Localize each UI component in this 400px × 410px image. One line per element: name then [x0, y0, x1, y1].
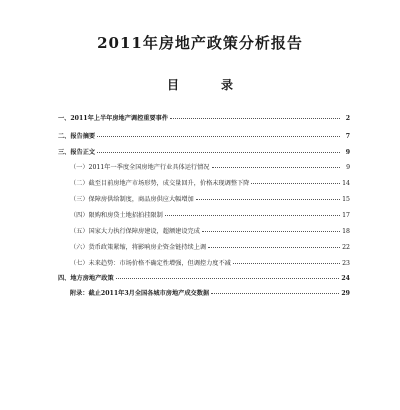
toc-entry[interactable]: [70, 212, 350, 220]
toc-entry-label: （四）限购和房贷土地招拍挂限制: [70, 212, 163, 219]
leader-dots: [116, 278, 340, 279]
toc-entry[interactable]: [70, 290, 350, 298]
toc-entry-label: （五）国家大力执行保障房建设，超额建设完成: [70, 228, 200, 235]
leader-dots: [97, 136, 340, 137]
toc-entry[interactable]: [58, 275, 350, 283]
toc-entry[interactable]: [58, 115, 350, 123]
toc-entry-page: 2: [345, 115, 350, 122]
toc-entry-page: 15: [342, 196, 350, 203]
leader-dots: [251, 183, 340, 184]
toc-entry-label: （二）截至目前房地产市场形势，成交量回升，价格未现调整下降: [70, 180, 250, 187]
leader-dots: [212, 167, 341, 168]
leader-dots: [165, 215, 340, 216]
toc-entry-label: （六）货币政策紧缩，将影响房企资金链持续上调: [70, 244, 207, 251]
toc-entry-label: 一、2011年上半年房地产调控重要事件: [58, 115, 169, 122]
toc-entry-page: 24: [341, 275, 350, 282]
toc-entry[interactable]: [70, 196, 350, 204]
toc-entry-page: 14: [342, 180, 350, 187]
toc-entry-page: 7: [345, 133, 350, 140]
toc-entry-page: 23: [342, 260, 350, 267]
toc-entry-page: 18: [342, 228, 350, 235]
toc-entry[interactable]: [70, 180, 350, 188]
leader-dots: [97, 152, 340, 153]
toc-entry-page: 22: [342, 244, 350, 251]
toc-entry-label: 二、报告摘要: [58, 133, 96, 140]
toc-entry[interactable]: [58, 149, 350, 157]
toc-heading-char-2: 录: [221, 78, 234, 92]
leader-dots: [211, 293, 339, 294]
toc-entry-page: 17: [342, 212, 350, 219]
document-title: 2011年房地产政策分析报告: [97, 34, 303, 52]
toc-entry-label: 三、报告正文: [58, 149, 96, 156]
leader-dots: [170, 118, 340, 119]
toc-entry-page: 9: [345, 149, 350, 156]
toc-heading-char-1: 目: [166, 78, 179, 92]
toc-entry[interactable]: [70, 228, 350, 236]
toc-entry[interactable]: [70, 164, 350, 172]
leader-dots: [208, 247, 340, 248]
toc-entry-label: （三）保障房供给制度，商品房供应大幅增加: [70, 196, 194, 203]
toc-entry-label: 附录：截止2011年3月全国各城市房地产成交数据: [70, 290, 210, 297]
toc-entry-page: 29: [341, 290, 350, 297]
toc-entry-label: 四、地方房地产政策: [58, 275, 114, 282]
toc-entry-label: （七）未来趋势：市场价格不确定性增强，但调控力度不减: [70, 260, 231, 267]
toc-entry[interactable]: [70, 244, 350, 252]
leader-dots: [202, 231, 340, 232]
leader-dots: [196, 199, 340, 200]
toc-entry-label: （一）2011年一季度全国房地产行业具体运行情况: [70, 164, 210, 171]
leader-dots: [233, 263, 340, 264]
toc-entry-page: 9: [346, 164, 350, 171]
toc-entry[interactable]: [70, 260, 350, 268]
toc-entry[interactable]: [58, 133, 350, 141]
